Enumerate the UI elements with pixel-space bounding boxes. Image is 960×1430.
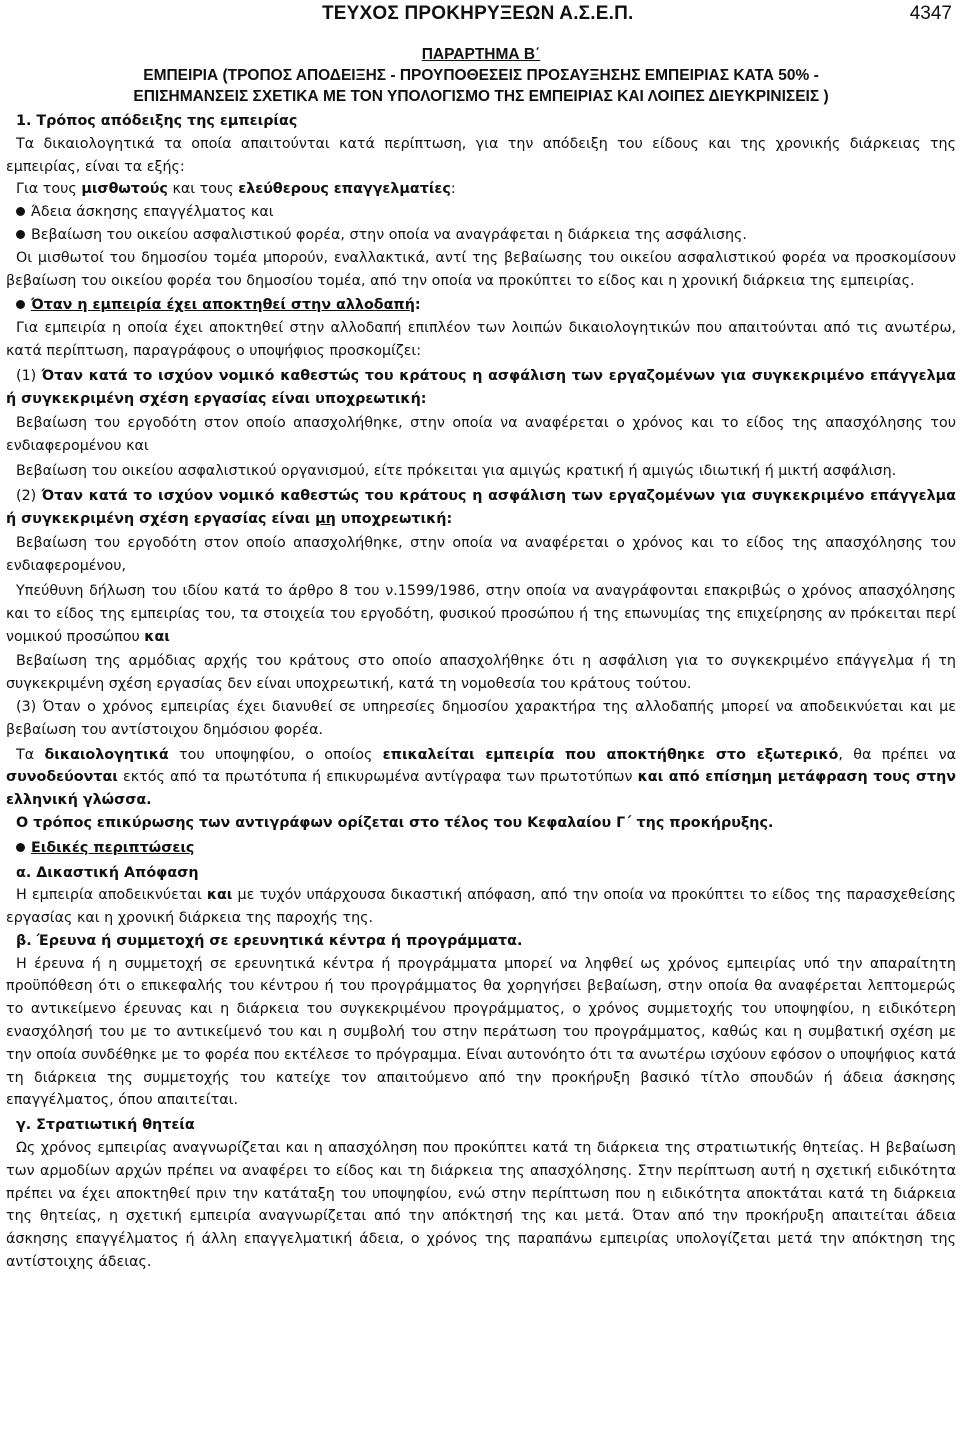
- docs-bold-4: και από επίσημη μετάφραση τους στην ελληνική γλώσσα.: [6, 769, 956, 809]
- case-1-number: (1): [16, 367, 42, 384]
- certification-note: [6, 812, 956, 835]
- bullet-icon: [16, 843, 25, 852]
- bullet-icon: [16, 300, 25, 309]
- court-text-1: Η εμπειρία αποδεικνύεται: [16, 887, 207, 904]
- research-heading: [6, 930, 956, 953]
- case-2-number: (2): [16, 487, 42, 504]
- research-heading-text: β. Έρευνα ή συμμετοχή σε ερευνητικά κέντρα ή προγράμματα.: [16, 932, 523, 949]
- employees-freelancers: ελεύθερους επαγγελματίες: [238, 181, 451, 198]
- abroad-heading: [6, 294, 956, 317]
- case-1-heading: [6, 365, 956, 411]
- research-text: Η έρευνα ή η συμμετοχή σε ερευνητικά κέντρα ή προγράμματα μπορεί να ληφθεί ως χρόνος εμπειρίας υπό την απαραίτητη προϋπόθεση ότι ο επικεφαλής του κέντρου ή του προγράμματος θα χορηγήσει βεβαίωση, στην οποία θα αναφέρεται λεπτομερώς το αντικείμενο έρευνας και η διάρκεια του συγκεκριμένου προγράμματος, ο χρόνος συμμετοχής του υποψηφίου, η ειδικότερη ενασχόλησή του με το αντικείμενό του και η συμβολή του στην περάτωση του προγράμματος, καθώς και η συμβατική σχέση με την οποία συνδέθηκε με το φορέα που εκτέλεσε το πρόγραμμα. Είναι αυτονόητο ότι τα ανωτέρω ισχύουν εφόσον ο υποψήφιος κατά τη διάρκεια της συμμετοχής του κατείχε τον απαιτούμενο από την προκήρυξη βασικό τίτλο σπουδών ή άδεια άσκησης επαγγέλματος, όπου απαιτείται.: [6, 955, 956, 1109]
- annex-title: ΠΑΡΑΡΤΗΜΑ Β΄: [421, 46, 541, 63]
- military-service-text: Ως χρόνος εμπειρίας αναγνωρίζεται και η απασχόληση που προκύπτει κατά τη διάρκεια της στρατιωτικής θητείας. Η βεβαίωση των αρμοδίων αρχών πρέπει να αναφέρει το είδος και τη διάρκεια της απασχόλησης. Στην περίπτωση αυτή η σχετική ειδικότητα πρέπει να έχει αποκτηθεί πριν την κατάταξη του υποψηφίου, ενώ στην περίπτωση που η ειδικότητα αποκτάται κατά τη διάρκεια της θητείας, η σχετική εμπειρία αναγνωρίζεται από την απόκτησή της και μετά. Όταν από την προκήρυξη απαιτείται άδεια άσκησης επαγγέλματος ή άλλη επαγγελματική άδεια, ο χρόνος της παραπάνω εμπειρίας υπολογίζεται μετά την απόκτηση της αντίστοιχης άδειας.: [6, 1140, 956, 1271]
- section-1-heading: [6, 110, 956, 133]
- docs-text-2: του υποψηφίου, ο οποίος: [168, 746, 383, 763]
- section-1-intro: Τα δικαιολογητικά τα οποία απαιτούνται κατά περίπτωση, για την απόδειξη του είδους και της χρονικής διάρκειας της εμπειρίας, είναι τα εξής:: [6, 135, 956, 175]
- documents-translation-paragraph: [6, 744, 956, 812]
- case-2-solemn-declaration-text: Υπεύθυνη δήλωση του ιδίου κατά το άρθρο 8 του ν.1599/1986, στην οποία να αναγράφονται επακριβώς ο χρόνος απασχόλησης και το είδος της εμπειρίας του, τα στοιχεία του εργοδότη, φυσικού προσώπου ή της επωνυμίας της επιχείρησης αν πρόκειται περί νομικού προσώπου: [6, 582, 956, 645]
- employees-pre: Για τους: [16, 181, 82, 198]
- case-2-heading-not: μη: [315, 510, 336, 527]
- certification-note-text: Ο τρόπος επικύρωσης των αντιγράφων ορίζεται στο τέλος του Κεφαλαίου Γ΄ της προκήρυξης.: [16, 814, 774, 831]
- bullet-item-insurance-text: Βεβαίωση του οικείου ασφαλιστικού φορέα, στην οποία να αναγράφεται η διάρκεια της ασφάλισης.: [31, 226, 747, 243]
- docs-bold-1: δικαιολογητικά: [44, 746, 169, 763]
- case-2-employer-certificate: Βεβαίωση του εργοδότη στον οποίο απασχολήθηκε, στην οποία να αναφέρεται ο χρόνος και το είδος της απασχόλησης του ενδιαφερομένου,: [6, 535, 956, 575]
- document-body: [6, 44, 956, 1274]
- abroad-intro: Για εμπειρία η οποία έχει αποκτηθεί στην αλλοδαπή επιπλέον των λοιπών δικαιολογητικών που απαιτούνται από τις ανωτέρω, κατά περίπτωση, παραγράφους ο υποψήφιος προσκομίζει:: [6, 320, 956, 359]
- case-2-heading-text-a: Όταν κατά το ισχύον νομικό καθεστώς του κράτους η ασφάλιση των εργαζομένων για συγκεκριμένο επάγγελμα ή συγκεκριμένη σχέση εργασίας είναι: [6, 487, 956, 527]
- special-cases-heading: [6, 837, 956, 860]
- publication-title: ΤΕΥΧΟΣ ΠΡΟΚΗΡΥΞΕΩΝ Α.Σ.Ε.Π.: [322, 3, 634, 24]
- public-sector-paragraph: Οι μισθωτοί του δημοσίου τομέα μπορούν, εναλλακτικά, αντί της βεβαίωσης του οικείου ασφαλιστικού φορέα να προσκομίσουν βεβαίωση του οικείου φορέα του δημοσίου τομέα, από την οποία να προκύπτει το είδος και η χρονική διάρκεια της εμπειρίας.: [6, 249, 956, 289]
- docs-bold-3: συνοδεύονται: [6, 769, 118, 786]
- court-decision-text: [6, 884, 956, 930]
- abroad-heading-text: Όταν η εμπειρία έχει αποκτηθεί στην αλλοδαπή: [31, 297, 415, 314]
- page-header: [0, 0, 960, 30]
- special-cases-heading-text: Ειδικές περιπτώσεις: [31, 839, 195, 856]
- case-3-paragraph: (3) Όταν ο χρόνος εμπειρίας έχει διανυθεί σε υπηρεσίες δημοσίου χαρακτήρα της αλλοδαπής μπορεί να αποδεικνύεται και με βεβαίωση του αντίστοιχου δημόσιου φορέα.: [6, 698, 956, 738]
- docs-text-4: εκτός από τα πρωτότυπα ή επικυρωμένα αντίγραφα των πρωτοτύπων: [117, 769, 638, 786]
- employees-mid: και τους: [167, 181, 239, 198]
- docs-text-1: Τα: [16, 746, 45, 763]
- docs-text-3: , θα πρέπει να: [838, 746, 956, 763]
- abroad-heading-colon: :: [414, 297, 421, 314]
- annex-subtitle-line-1: ΕΜΠΕΙΡΙΑ (ΤΡΟΠΟΣ ΑΠΟΔΕΙΞΗΣ - ΠΡΟΥΠΟΘΕΣΕΙΣ ΠΡΟΣΑΥΞΗΣΗΣ ΕΜΠΕΙΡΙΑΣ ΚΑΤΑ 50% -: [143, 67, 819, 84]
- court-text-2: με τυχόν υπάρχουσα δικαστική απόφαση, από την οποία να προκύπτει το είδος της παρασχεθείσης εργασίας και η χρονική διάρκεια της παροχής της.: [6, 887, 957, 927]
- section-1-heading-text: 1. Τρόπος απόδειξης της εμπειρίας: [16, 113, 298, 129]
- case-1-employer-certificate: Βεβαίωση του εργοδότη στον οποίο απασχολήθηκε, στην οποία να αναφέρεται ο χρόνος και το είδος της απασχόλησης του ενδιαφερομένου και: [6, 415, 956, 455]
- case-2-authority-certificate: Βεβαίωση της αρμόδιας αρχής του κράτους στο οποίο απασχολήθηκε ότι η ασφάλιση για το συγκεκριμένο επάγγελμα ή τη συγκεκριμένη σχέση εργασίας δεν είναι υποχρεωτική, κατά τη νομοθεσία του κράτους τούτου.: [6, 653, 956, 693]
- case-1-insurance-certificate: Βεβαίωση του οικείου ασφαλιστικού οργανισμού, είτε πρόκειται για αμιγώς κρατική ή αμιγώς ιδιωτική ή μικτή ασφάλιση.: [16, 462, 897, 479]
- case-2-heading: [6, 485, 956, 531]
- bullet-item-insurance: [6, 224, 956, 247]
- bullet-icon: [16, 230, 25, 239]
- page-number: 4347: [909, 3, 952, 24]
- bullet-icon: [16, 207, 25, 216]
- bullet-item-license-text: Άδεια άσκησης επαγγέλματος και: [31, 204, 274, 221]
- military-service-heading: [6, 1114, 956, 1137]
- bullet-item-license: [6, 201, 956, 224]
- court-text-bold: και: [206, 887, 233, 904]
- case-2-solemn-declaration-and: και: [144, 628, 170, 645]
- employees-post: :: [450, 181, 456, 198]
- case-1-heading-text: Όταν κατά το ισχύον νομικό καθεστώς του κράτους η ασφάλιση των εργαζομένων για συγκεκριμένο επάγγελμα ή συγκεκριμένη σχέση εργασίας είναι υποχρεωτική:: [6, 367, 956, 407]
- military-service-heading-text: γ. Στρατιωτική θητεία: [16, 1117, 195, 1134]
- employees-line: [6, 178, 956, 201]
- court-decision-heading-text: α. Δικαστική Απόφαση: [16, 864, 199, 881]
- case-2-heading-text-b: υποχρεωτική:: [335, 510, 453, 527]
- docs-bold-2: επικαλείται εμπειρία που αποκτήθηκε στο εξωτερικό: [382, 746, 839, 763]
- court-decision-heading: [6, 862, 956, 885]
- employees-salaried: μισθωτούς: [81, 181, 168, 198]
- case-2-solemn-declaration: [6, 580, 956, 648]
- annex-subtitle-line-2: ΕΠΙΣΗΜΑΝΣΕΙΣ ΣΧΕΤΙΚΑ ΜΕ ΤΟΝ ΥΠΟΛΟΓΙΣΜΟ ΤΗΣ ΕΜΠΕΙΡΙΑΣ ΚΑΙ ΛΟΙΠΕΣ ΔΙΕΥΚΡΙΝΙΣΕΙΣ ): [133, 88, 829, 105]
